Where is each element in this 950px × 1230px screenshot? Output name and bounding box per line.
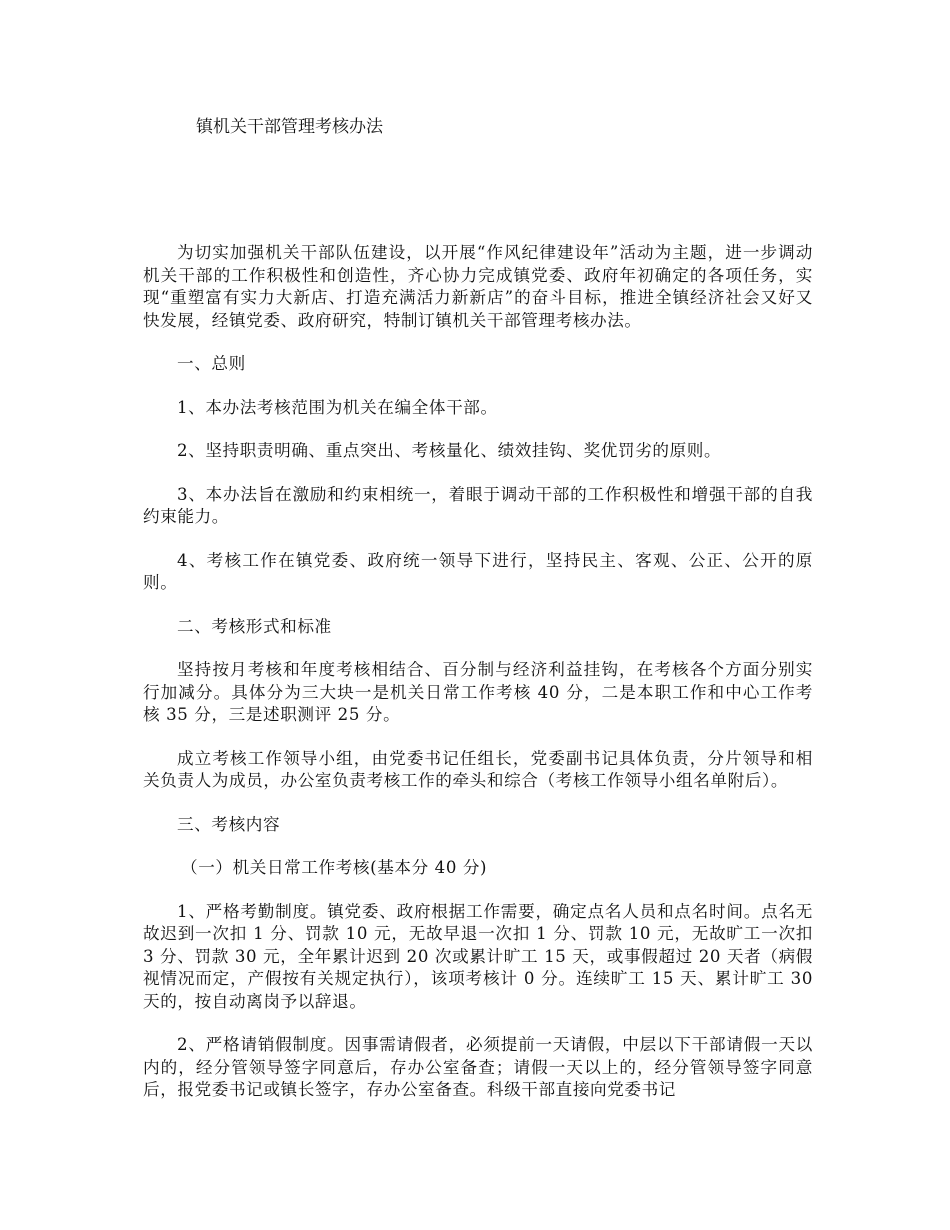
document-body: [143, 242, 813, 1102]
intro-paragraph: 为切实加强机关干部队伍建设，以开展“作风纪律建设年”活动为主题，进一步调动机关干部的工作积极性和创造性，齐心协力完成镇党委、政府年初确定的各项任务，实现“重塑富有实力大新店、打造充满活力新新店”的奋斗目标，推进全镇经济社会又好又快发展，经镇党委、政府研究，特制订镇机关干部管理考核办法。: [143, 243, 813, 330]
daily-work-item-1: 1、严格考勤制度。镇党委、政府根据工作需要，确定点名人员和点名时间。点名无故迟到一次扣 1 分、罚款 10 元，无故早退一次扣 1 分、罚款 10 元，无故旷工一次扣 3 分、罚款 30 元，全年累计迟到 20 次或累计旷工 15 天，或事假超过 20 天者（病假视情况而定，产假按有关规定执行），该项考核计 0 分。连续旷工 15 天、累计旷工 30 天的，按自动离岗予以辞退。: [143, 901, 813, 1011]
subsection-heading-daily-work: （一）机关日常工作考核(基本分 40 分): [181, 858, 488, 877]
general-item-1: 1、本办法考核范围为机关在编全体干部。: [177, 397, 498, 417]
general-item-2: 2、坚持职责明确、重点突出、考核量化、绩效挂钩、奖优罚劣的原则。: [177, 441, 722, 460]
section-heading-general: 一、总则: [177, 354, 246, 373]
general-item-3: 3、本办法旨在激励和约束相统一，着眼于调动干部的工作积极性和增强干部的自我约束能力。: [143, 484, 813, 526]
general-item-4: 4、考核工作在镇党委、政府统一领导下进行，坚持民主、客观、公正、公开的原则。: [143, 550, 813, 592]
section-heading-content: 三、考核内容: [177, 814, 281, 834]
daily-work-item-2: 2、严格请销假制度。因事需请假者，必须提前一天请假，中层以下干部请假一天以内的，经分管领导签字同意后，存办公室备查；请假一天以上的，经分管领导签字同意后，报党委书记或镇长签字，存办公室备查。科级干部直接向党委书记: [143, 1035, 813, 1099]
document-title: 镇机关干部管理考核办法: [196, 117, 383, 137]
form-standard-paragraph-1: 坚持按月考核和年度考核相结合、百分制与经济利益挂钩，在考核各个方面分别实行加减分。具体分为三大块一是机关日常工作考核 40 分，二是本职工作和中心工作考核 35 分，三是述职测评 25 分。: [143, 660, 813, 724]
section-heading-form-standard: 二、考核形式和标准: [177, 616, 332, 636]
form-standard-paragraph-2: 成立考核工作领导小组，由党委书记任组长，党委副书记具体负责，分片领导和相关负责人为成员，办公室负责考核工作的牵头和综合（考核工作领导小组名单附后）。: [143, 748, 813, 790]
